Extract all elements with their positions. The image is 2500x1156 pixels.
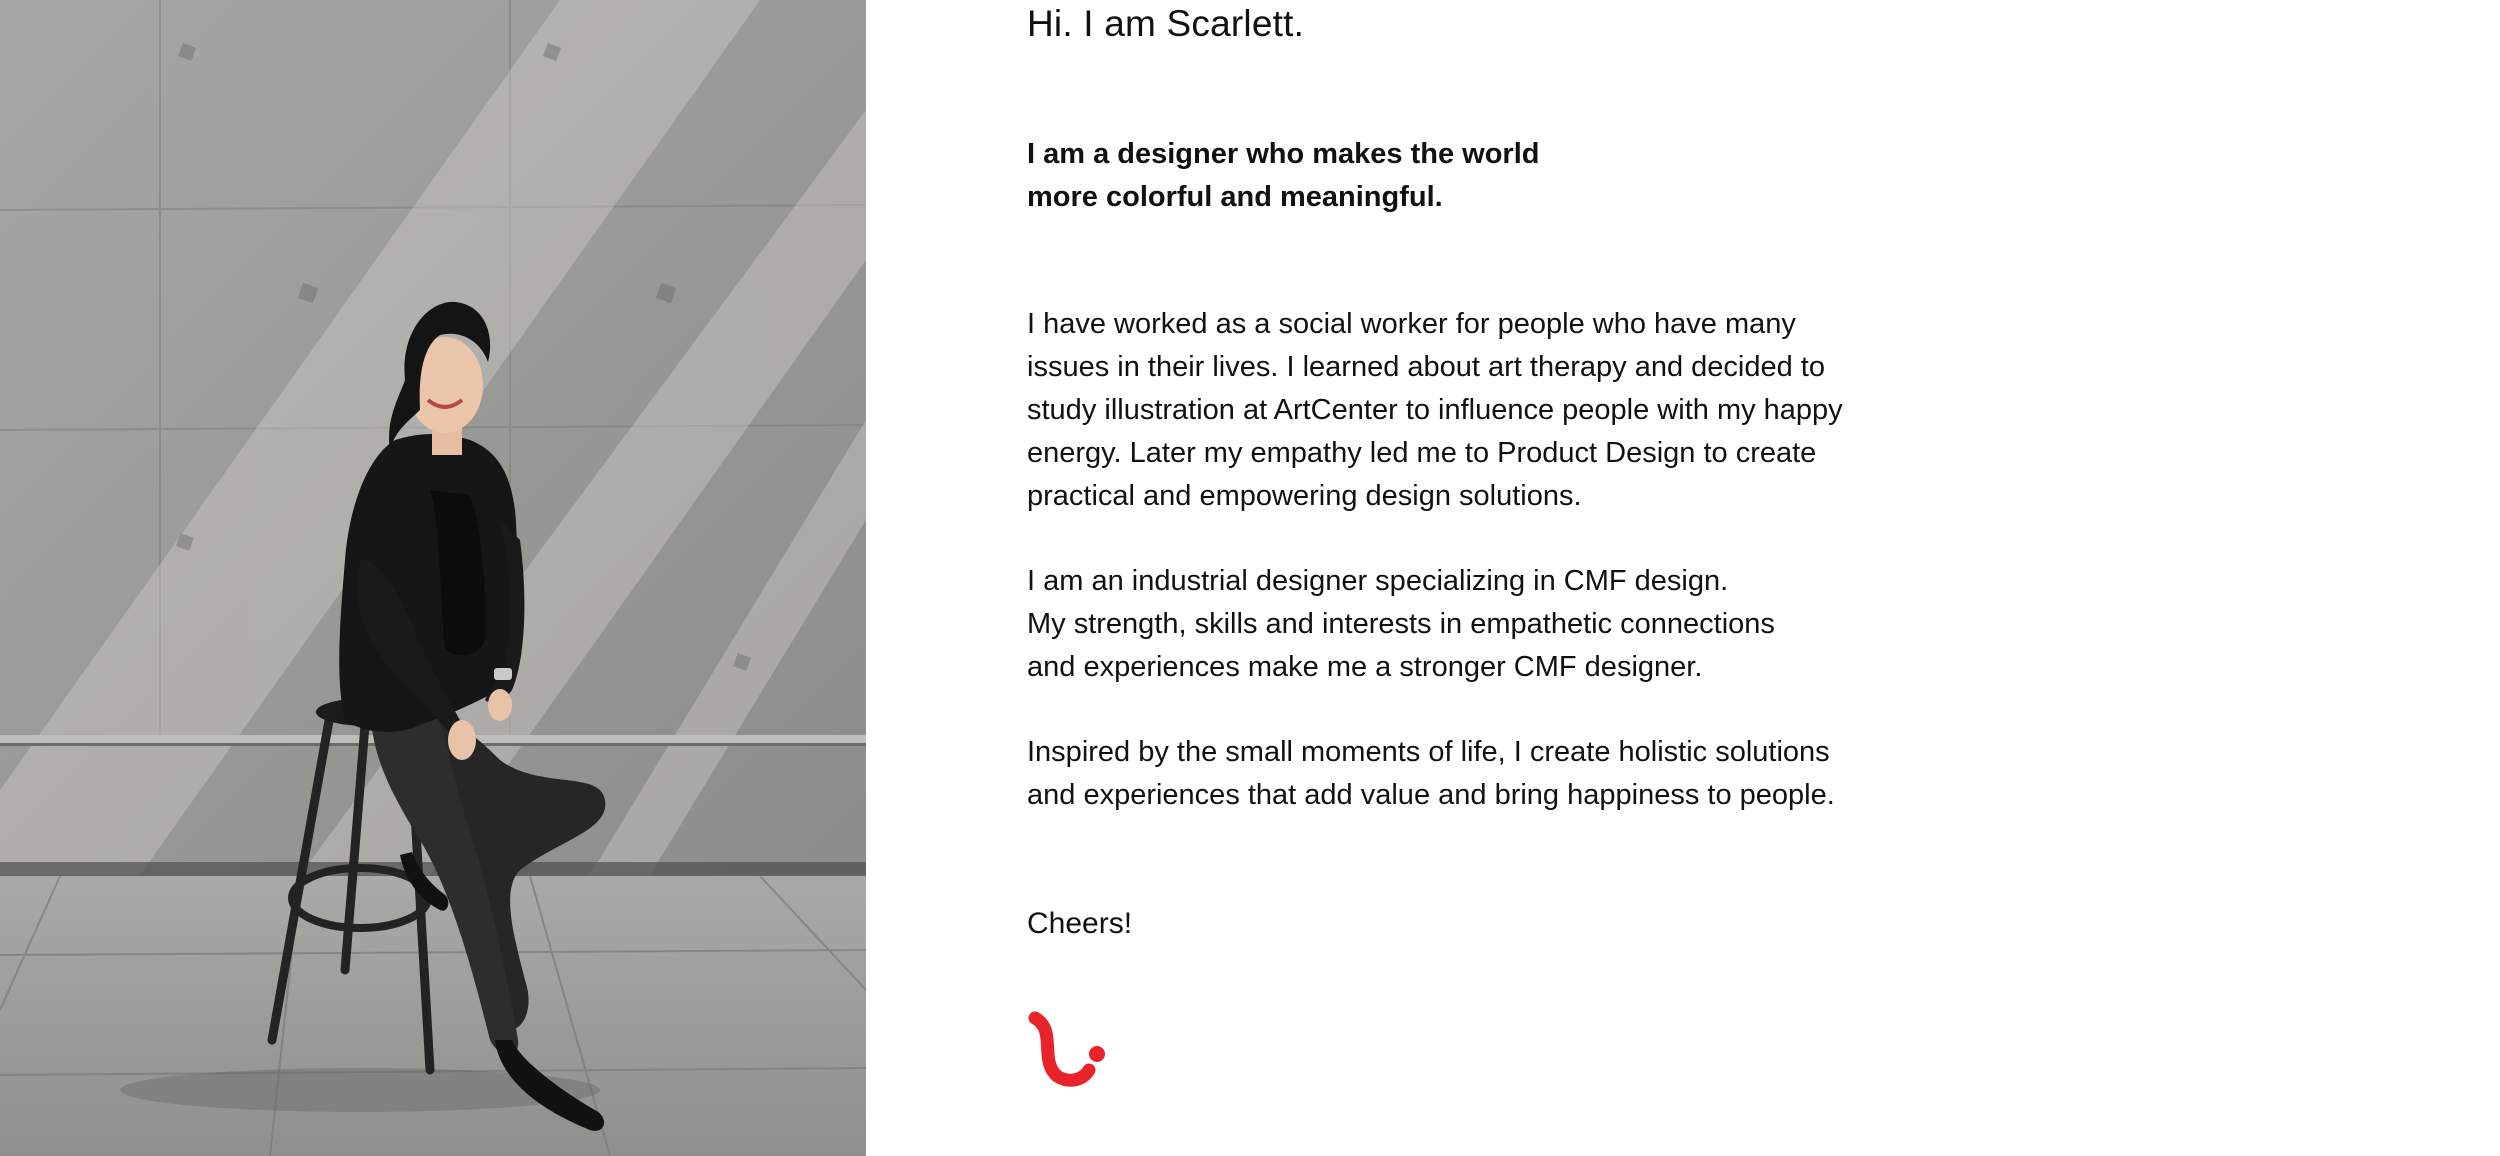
portrait-photo [0, 0, 866, 1156]
tagline [1027, 133, 1539, 219]
paragraph-line: I am an industrial designer specializing in CMF design. [1027, 565, 1729, 597]
portrait-image [0, 0, 866, 1156]
bio-paragraph-inspiration [1027, 731, 1835, 817]
bio-paragraph-specialty [1027, 560, 1775, 689]
paragraph-line: I have worked as a social worker for people who have many [1027, 308, 1796, 340]
paragraph-line: and experiences that add value and bring happiness to people. [1027, 779, 1835, 811]
paragraph-line: issues in their lives. I learned about art therapy and decided to [1027, 351, 1825, 383]
paragraph-line: energy. Later my empathy led me to Product Design to create [1027, 437, 1817, 469]
paragraph-line: study illustration at ArtCenter to influence people with my happy [1027, 394, 1843, 426]
smile-logo-icon [1027, 1010, 1109, 1095]
paragraph-line: practical and empowering design solutions. [1027, 480, 1582, 512]
tagline-line: I am a designer who makes the world [1027, 138, 1540, 170]
paragraph-line: and experiences make me a stronger CMF designer. [1027, 651, 1703, 683]
tagline-line: more colorful and meaningful. [1027, 181, 1443, 213]
greeting-heading: Hi. I am Scarlett. [1027, 3, 1305, 44]
paragraph-line: Inspired by the small moments of life, I create holistic solutions [1027, 736, 1830, 768]
bio-paragraph-background [1027, 303, 1843, 518]
signoff-text: Cheers! [1027, 907, 1133, 940]
paragraph-line: My strength, skills and interests in empathetic connections [1027, 608, 1775, 640]
